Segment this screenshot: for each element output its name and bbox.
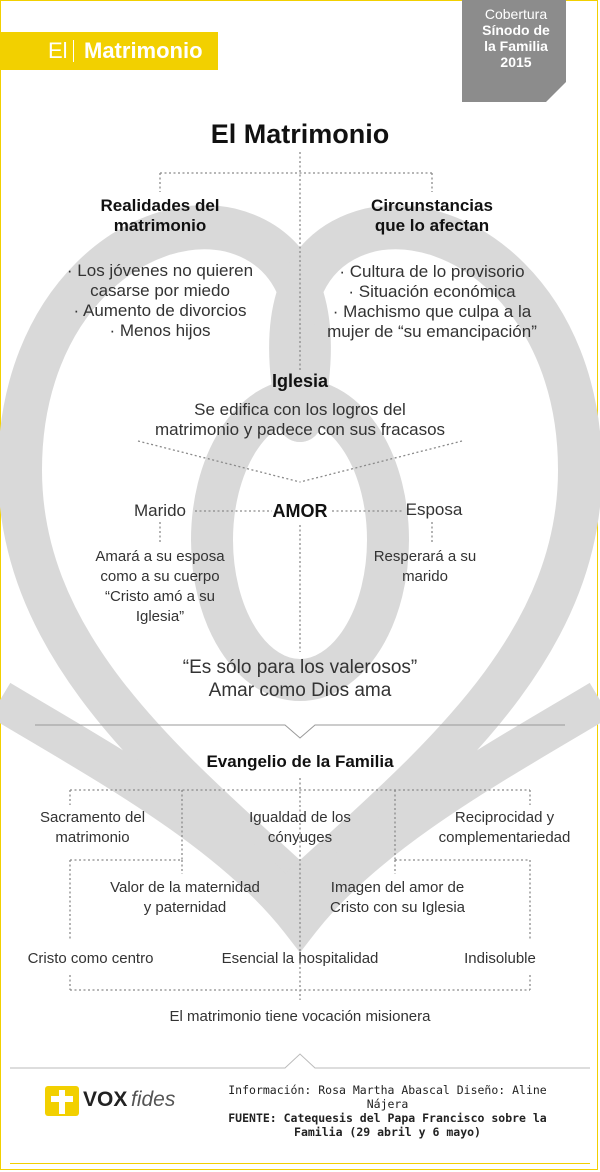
evangelio-heading: Evangelio de la Familia xyxy=(206,752,394,771)
quote-line-2: Amar como Dios ama xyxy=(208,680,392,701)
quote-line-1: “Es sólo para los valerosos” xyxy=(182,657,418,678)
realidades-item-1: · Los jóvenes no quieren xyxy=(66,261,254,280)
circunstancias-item-2: · Situación económica xyxy=(348,282,516,301)
header-word-el: El xyxy=(48,38,68,63)
igualdad-line-1: Igualdad de los xyxy=(249,809,351,826)
imagen-line-1: Imagen del amor de xyxy=(330,879,465,896)
credits-line-3: Familia (29 abril y 6 mayo) xyxy=(294,1125,481,1139)
realidades-item-2: casarse por miedo xyxy=(90,281,230,300)
header-word-matrimonio: Matrimonio xyxy=(84,38,203,63)
footer-divider xyxy=(10,1163,590,1164)
voxfides-logo xyxy=(45,1080,195,1122)
badge-line-2: Sínodo de xyxy=(482,22,550,38)
circunstancias-heading-line2: que lo afectan xyxy=(374,216,490,235)
marido-text-3: “Cristo amó a su xyxy=(104,588,216,605)
imagen-line-2: Cristo con su Iglesia xyxy=(329,899,466,916)
iglesia-heading: Iglesia xyxy=(271,371,329,391)
realidades-item-4: · Menos hijos xyxy=(109,321,211,340)
realidades-item-3: · Aumento de divorcios xyxy=(73,301,247,320)
sacramento-line-1: Sacramento del xyxy=(39,809,146,826)
maternidad-line-2: y paternidad xyxy=(143,899,227,916)
header-separator xyxy=(73,40,74,62)
iglesia-line-1: Se edifica con los logros del xyxy=(194,400,406,419)
igualdad-line-2: cónyuges xyxy=(267,829,333,846)
realidades-heading-line2: matrimonio xyxy=(113,216,207,235)
circunstancias-item-1: · Cultura de lo provisorio xyxy=(339,262,525,281)
reciprocidad-line-2: complementariedad xyxy=(438,829,571,846)
sacramento-line-2: matrimonio xyxy=(55,829,130,846)
esposa-text-1: Resperará a su xyxy=(373,548,477,565)
coverage-badge xyxy=(462,0,566,102)
logo-fides: fides xyxy=(131,1088,176,1111)
hospitalidad: Esencial la hospitalidad xyxy=(221,950,379,967)
credits xyxy=(205,1083,570,1139)
indisoluble: Indisoluble xyxy=(464,950,536,967)
section-header xyxy=(0,32,218,70)
badge-line-4: 2015 xyxy=(500,54,532,70)
maternidad-line-1: Valor de la maternidad xyxy=(110,879,260,896)
badge-line-3: la Familia xyxy=(484,38,548,54)
main-title: El Matrimonio xyxy=(210,119,390,149)
marido-text-1: Amará a su esposa xyxy=(95,548,225,565)
esposa-label: Esposa xyxy=(405,500,463,519)
mision: El matrimonio tiene vocación misionera xyxy=(169,1008,431,1025)
logo-vox: VOX xyxy=(83,1088,128,1111)
credits-line-1: Información: Rosa Martha Abascal Diseño: Aline Nájera xyxy=(228,1083,547,1111)
credits-line-2: FUENTE: Catequesis del Papa Francisco sobre la xyxy=(228,1111,547,1125)
reciprocidad-line-1: Reciprocidad y xyxy=(454,809,555,826)
cristo-centro: Cristo como centro xyxy=(27,950,154,967)
esposa-text-2: marido xyxy=(402,568,448,585)
circunstancias-heading-line1: Circunstancias xyxy=(371,196,493,215)
circunstancias-item-4: mujer de “su emancipación” xyxy=(327,322,537,341)
iglesia-line-2: matrimonio y padece con sus fracasos xyxy=(154,420,446,439)
marido-text-4: Iglesia” xyxy=(135,608,185,625)
circunstancias-item-3: · Machismo que culpa a la xyxy=(332,302,532,321)
badge-line-1: Cobertura xyxy=(484,6,548,22)
marido-text-2: como a su cuerpo xyxy=(100,568,220,585)
voxfides-mark-icon xyxy=(45,1082,79,1118)
amor-center: AMOR xyxy=(272,501,328,521)
realidades-heading-line1: Realidades del xyxy=(100,196,220,215)
marido-label: Marido xyxy=(134,501,186,520)
